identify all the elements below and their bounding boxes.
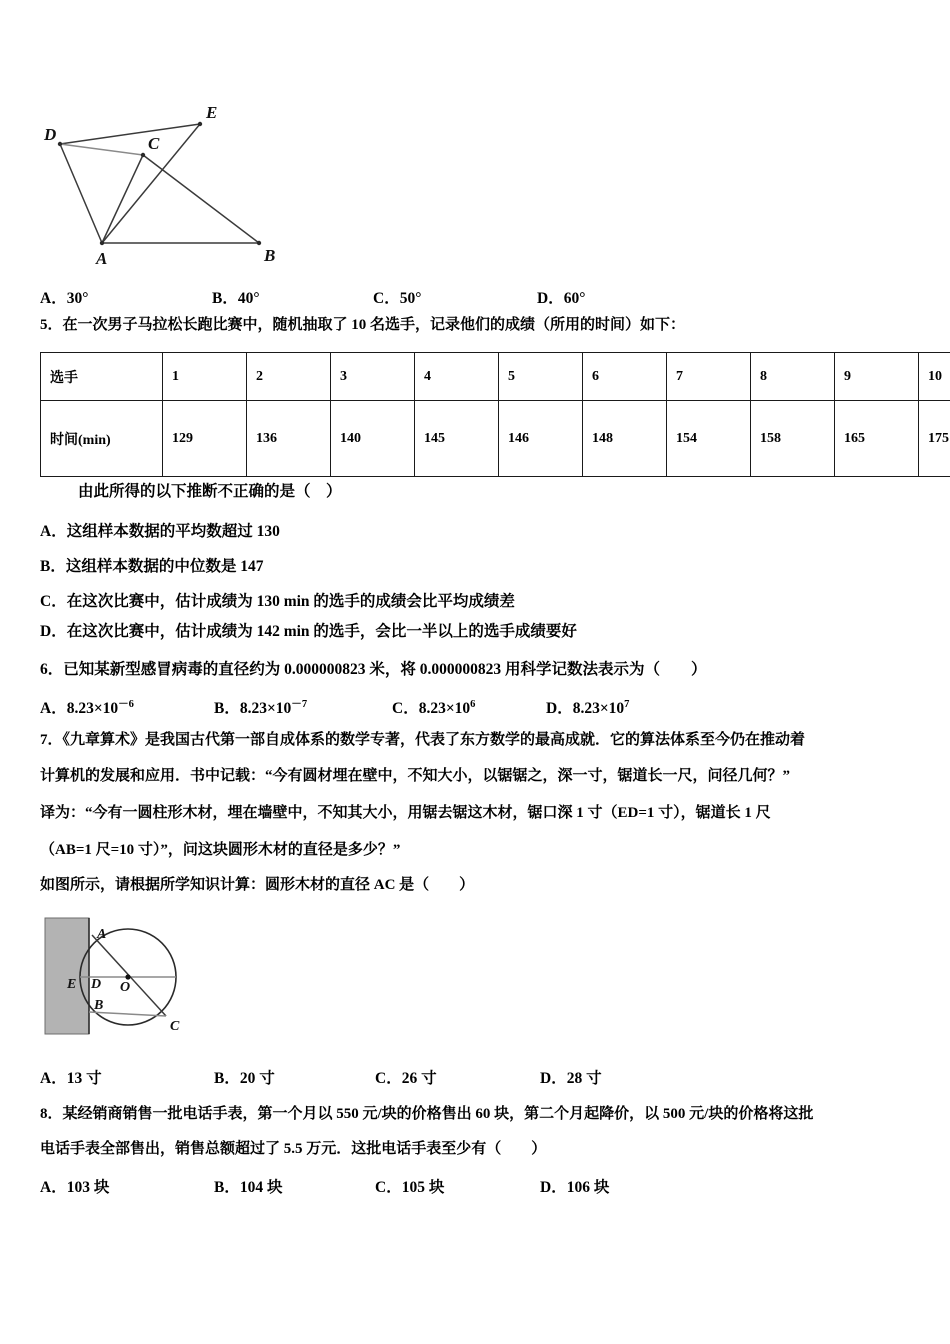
- label-b: B: [94, 998, 104, 1013]
- label-e: E: [206, 103, 218, 122]
- q6-option-d-base: D．8.23×10: [546, 700, 625, 717]
- label-c: C: [148, 134, 160, 153]
- table-cell-time-10: 175: [919, 401, 950, 477]
- table-cell-time-6: 148: [583, 401, 667, 477]
- table-header-player: 选手: [41, 353, 163, 401]
- q8-option-c[interactable]: C．105 块: [375, 1179, 445, 1196]
- q6-option-c-exponent: 6: [470, 698, 476, 710]
- table-cell-time-3: 140: [331, 401, 415, 477]
- segment-de: [60, 124, 200, 144]
- q6-option-b-exponent: －7: [291, 698, 308, 710]
- table-cell-time-7: 154: [667, 401, 751, 477]
- q6-option-b[interactable]: [214, 696, 307, 718]
- q6-option-c-base: C．8.23×10: [392, 700, 471, 717]
- center-dot-o: [125, 974, 130, 979]
- q7-line-3: 译为：“今有一圆柱形木材，埋在墙壁中，不知其大小，用锯去锯这木材，锯口深 1 寸（ED=1 寸），锯道长 1 尺: [40, 805, 771, 821]
- q7-line-5: 如图所示，请根据所学知识计算：圆形木材的直径 AC 是（ ）: [40, 877, 475, 893]
- table-cell-player-9: 9: [835, 353, 919, 401]
- q7-option-a[interactable]: A．13 寸: [40, 1070, 102, 1087]
- q5-stem: 5．在一次男子马拉松长跑比赛中，随机抽取了 10 名选手，记录他们的成绩（所用的时间）如下：: [40, 317, 686, 333]
- q8-option-d[interactable]: D．106 块: [540, 1179, 610, 1196]
- q5-option-d[interactable]: D．在这次比赛中，估计成绩为 142 min 的选手，会比一半以上的选手成绩要好: [40, 623, 577, 640]
- table-cell-player-3: 3: [331, 353, 415, 401]
- q7-option-b[interactable]: B．20 寸: [214, 1070, 275, 1087]
- table-row-players: [41, 353, 950, 401]
- q6-option-c[interactable]: [392, 696, 475, 718]
- table-header-time: 时间(min): [41, 401, 163, 477]
- q7-line-4: （AB=1 尺=10 寸）”，问这块圆形木材的直径是多少？”: [40, 842, 401, 858]
- table-cell-time-1: 129: [163, 401, 247, 477]
- q5-option-c[interactable]: C．在这次比赛中，估计成绩为 130 min 的选手的成绩会比平均成绩差: [40, 593, 515, 610]
- segment-cb: [143, 155, 259, 243]
- label-c: C: [170, 1019, 180, 1034]
- q7-line-2: 计算机的发展和应用．书中记载：“今有圆材埋在壁中，不知大小，以锯锯之，深一寸，锯道长一尺，问径几何？”: [40, 768, 791, 784]
- q8-line-2: 电话手表全部售出，销售总额超过了 5.5 万元．这批电话手表至少有（ ）: [40, 1141, 547, 1157]
- triangle-geometry-figure: [40, 88, 300, 273]
- table-cell-time-5: 146: [499, 401, 583, 477]
- label-e: E: [67, 977, 77, 992]
- q4-option-c[interactable]: C．50°: [373, 290, 422, 307]
- table-cell-time-9: 165: [835, 401, 919, 477]
- q5-option-a[interactable]: A．这组样本数据的平均数超过 130: [40, 523, 280, 540]
- q6-option-a-exponent: －6: [118, 698, 134, 710]
- label-b: B: [264, 246, 276, 265]
- q6-option-a[interactable]: [40, 696, 134, 718]
- label-a: A: [97, 927, 107, 942]
- table-cell-player-7: 7: [667, 353, 751, 401]
- table-cell-player-10: 10: [919, 353, 950, 401]
- q8-option-b[interactable]: B．104 块: [214, 1179, 283, 1196]
- segment-da: [60, 144, 102, 243]
- circle-wood-figure: [40, 908, 250, 1048]
- segment-dc: [60, 144, 143, 155]
- q7-option-d[interactable]: D．28 寸: [540, 1070, 602, 1087]
- q8-line-1: 8．某经销商销售一批电话手表，第一个月以 550 元/块的价格售出 60 块，第二个月起降价，以 500 元/块的价格将这批: [40, 1106, 814, 1122]
- q7-line-1: 7．《九章算术》是我国古代第一部自成体系的数学专著，代表了东方数学的最高成就．它的算法体系至今仍在推动着: [40, 732, 806, 748]
- table-cell-time-2: 136: [247, 401, 331, 477]
- label-d: D: [44, 125, 57, 144]
- label-d: D: [91, 977, 102, 992]
- q6-option-d[interactable]: [546, 696, 629, 718]
- table-cell-player-6: 6: [583, 353, 667, 401]
- segment-ac: [102, 155, 143, 243]
- label-a: A: [96, 249, 108, 268]
- q4-option-d[interactable]: D．60°: [537, 290, 586, 307]
- q6-option-d-exponent: 7: [624, 698, 630, 710]
- q4-option-b[interactable]: B．40°: [212, 290, 260, 307]
- q8-option-a[interactable]: A．103 块: [40, 1179, 110, 1196]
- q4-option-a[interactable]: A．30°: [40, 290, 89, 307]
- table-cell-player-8: 8: [751, 353, 835, 401]
- athlete-time-table: [40, 352, 950, 477]
- q5-prompt: 由此所得的以下推断不正确的是（ ）: [78, 483, 342, 500]
- table-cell-player-5: 5: [499, 353, 583, 401]
- table-cell-player-1: 1: [163, 353, 247, 401]
- q5-option-b[interactable]: B．这组样本数据的中位数是 147: [40, 558, 264, 575]
- q7-option-c[interactable]: C．26 寸: [375, 1070, 437, 1087]
- q6-option-a-base: A．8.23×10: [40, 700, 119, 717]
- table-row-times: [41, 401, 950, 477]
- table-cell-time-4: 145: [415, 401, 499, 477]
- table-cell-player-4: 4: [415, 353, 499, 401]
- table-cell-player-2: 2: [247, 353, 331, 401]
- label-o: O: [120, 980, 131, 995]
- q6-stem: 6．已知某新型感冒病毒的直径约为 0.000000823 米，将 0.000000823 用科学记数法表示为（ ）: [40, 661, 707, 678]
- table-cell-time-8: 158: [751, 401, 835, 477]
- wall-rectangle: [45, 918, 89, 1034]
- q6-option-b-base: B．8.23×10: [214, 700, 292, 717]
